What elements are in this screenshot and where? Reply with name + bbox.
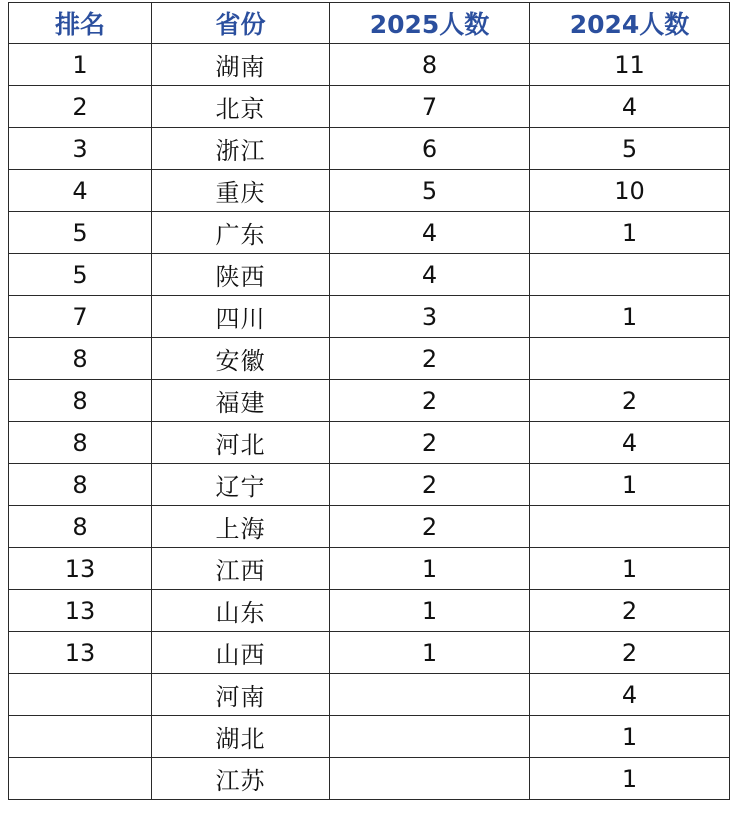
cell-2024-count: 1 xyxy=(530,548,730,590)
cell-2024-count: 1 xyxy=(530,758,730,800)
cell-2025-count: 1 xyxy=(330,632,530,674)
cell-2025-count: 8 xyxy=(330,44,530,86)
cell-2024-count: 4 xyxy=(530,674,730,716)
cell-rank: 1 xyxy=(9,44,152,86)
cell-2025-count: 5 xyxy=(330,170,530,212)
cell-province: 上海 xyxy=(152,506,330,548)
cell-2025-count: 3 xyxy=(330,296,530,338)
table-row xyxy=(9,758,730,800)
cell-2025-count: 2 xyxy=(330,464,530,506)
table-row xyxy=(9,464,730,506)
cell-province: 辽宁 xyxy=(152,464,330,506)
cell-2024-count: 2 xyxy=(530,590,730,632)
cell-2024-count xyxy=(530,506,730,548)
cell-rank: 7 xyxy=(9,296,152,338)
cell-2024-count: 2 xyxy=(530,380,730,422)
table-row xyxy=(9,296,730,338)
cell-rank: 5 xyxy=(9,212,152,254)
cell-rank xyxy=(9,758,152,800)
header-province: 省份 xyxy=(152,3,330,44)
table-row xyxy=(9,212,730,254)
cell-2025-count: 2 xyxy=(330,422,530,464)
cell-2024-count: 1 xyxy=(530,464,730,506)
cell-rank: 8 xyxy=(9,464,152,506)
cell-rank: 8 xyxy=(9,422,152,464)
cell-2025-count: 4 xyxy=(330,254,530,296)
cell-province: 江西 xyxy=(152,548,330,590)
cell-2025-count: 1 xyxy=(330,590,530,632)
table-row xyxy=(9,380,730,422)
cell-2025-count: 2 xyxy=(330,506,530,548)
table-body xyxy=(9,44,730,800)
header-rank: 排名 xyxy=(9,3,152,44)
table-row xyxy=(9,254,730,296)
cell-2025-count xyxy=(330,674,530,716)
cell-rank: 5 xyxy=(9,254,152,296)
cell-2024-count: 5 xyxy=(530,128,730,170)
cell-rank xyxy=(9,716,152,758)
cell-province: 河北 xyxy=(152,422,330,464)
cell-2024-count: 1 xyxy=(530,296,730,338)
table-row xyxy=(9,170,730,212)
table-row xyxy=(9,422,730,464)
cell-province: 山西 xyxy=(152,632,330,674)
cell-province: 江苏 xyxy=(152,758,330,800)
cell-2025-count: 7 xyxy=(330,86,530,128)
cell-province: 浙江 xyxy=(152,128,330,170)
table-row xyxy=(9,128,730,170)
cell-province: 山东 xyxy=(152,590,330,632)
cell-rank: 8 xyxy=(9,380,152,422)
cell-2025-count: 1 xyxy=(330,548,530,590)
cell-2025-count: 4 xyxy=(330,212,530,254)
cell-province: 福建 xyxy=(152,380,330,422)
cell-rank: 3 xyxy=(9,128,152,170)
table-row xyxy=(9,86,730,128)
table-row xyxy=(9,44,730,86)
table-row xyxy=(9,338,730,380)
cell-province: 四川 xyxy=(152,296,330,338)
table-header-row xyxy=(9,3,730,44)
cell-2024-count: 4 xyxy=(530,422,730,464)
cell-2024-count: 2 xyxy=(530,632,730,674)
cell-province: 广东 xyxy=(152,212,330,254)
cell-rank: 4 xyxy=(9,170,152,212)
header-2025-count: 2025人数 xyxy=(330,3,530,44)
cell-2024-count: 1 xyxy=(530,716,730,758)
header-2024-count: 2024人数 xyxy=(530,3,730,44)
cell-rank xyxy=(9,674,152,716)
cell-2024-count: 10 xyxy=(530,170,730,212)
table-row xyxy=(9,548,730,590)
cell-2025-count: 6 xyxy=(330,128,530,170)
table-row xyxy=(9,674,730,716)
table-row xyxy=(9,632,730,674)
cell-rank: 13 xyxy=(9,632,152,674)
table-row xyxy=(9,506,730,548)
cell-2025-count: 2 xyxy=(330,338,530,380)
table-row xyxy=(9,590,730,632)
cell-province: 湖北 xyxy=(152,716,330,758)
cell-province: 北京 xyxy=(152,86,330,128)
cell-rank: 13 xyxy=(9,548,152,590)
cell-rank: 8 xyxy=(9,506,152,548)
cell-rank: 13 xyxy=(9,590,152,632)
cell-province: 湖南 xyxy=(152,44,330,86)
cell-2024-count: 11 xyxy=(530,44,730,86)
cell-2024-count: 4 xyxy=(530,86,730,128)
province-ranking-table xyxy=(8,2,730,800)
cell-province: 安徽 xyxy=(152,338,330,380)
cell-province: 重庆 xyxy=(152,170,330,212)
cell-2025-count: 2 xyxy=(330,380,530,422)
cell-province: 陕西 xyxy=(152,254,330,296)
cell-2025-count xyxy=(330,758,530,800)
cell-2025-count xyxy=(330,716,530,758)
cell-2024-count: 1 xyxy=(530,212,730,254)
cell-rank: 8 xyxy=(9,338,152,380)
cell-2024-count xyxy=(530,254,730,296)
cell-province: 河南 xyxy=(152,674,330,716)
cell-2024-count xyxy=(530,338,730,380)
cell-rank: 2 xyxy=(9,86,152,128)
table-row xyxy=(9,716,730,758)
